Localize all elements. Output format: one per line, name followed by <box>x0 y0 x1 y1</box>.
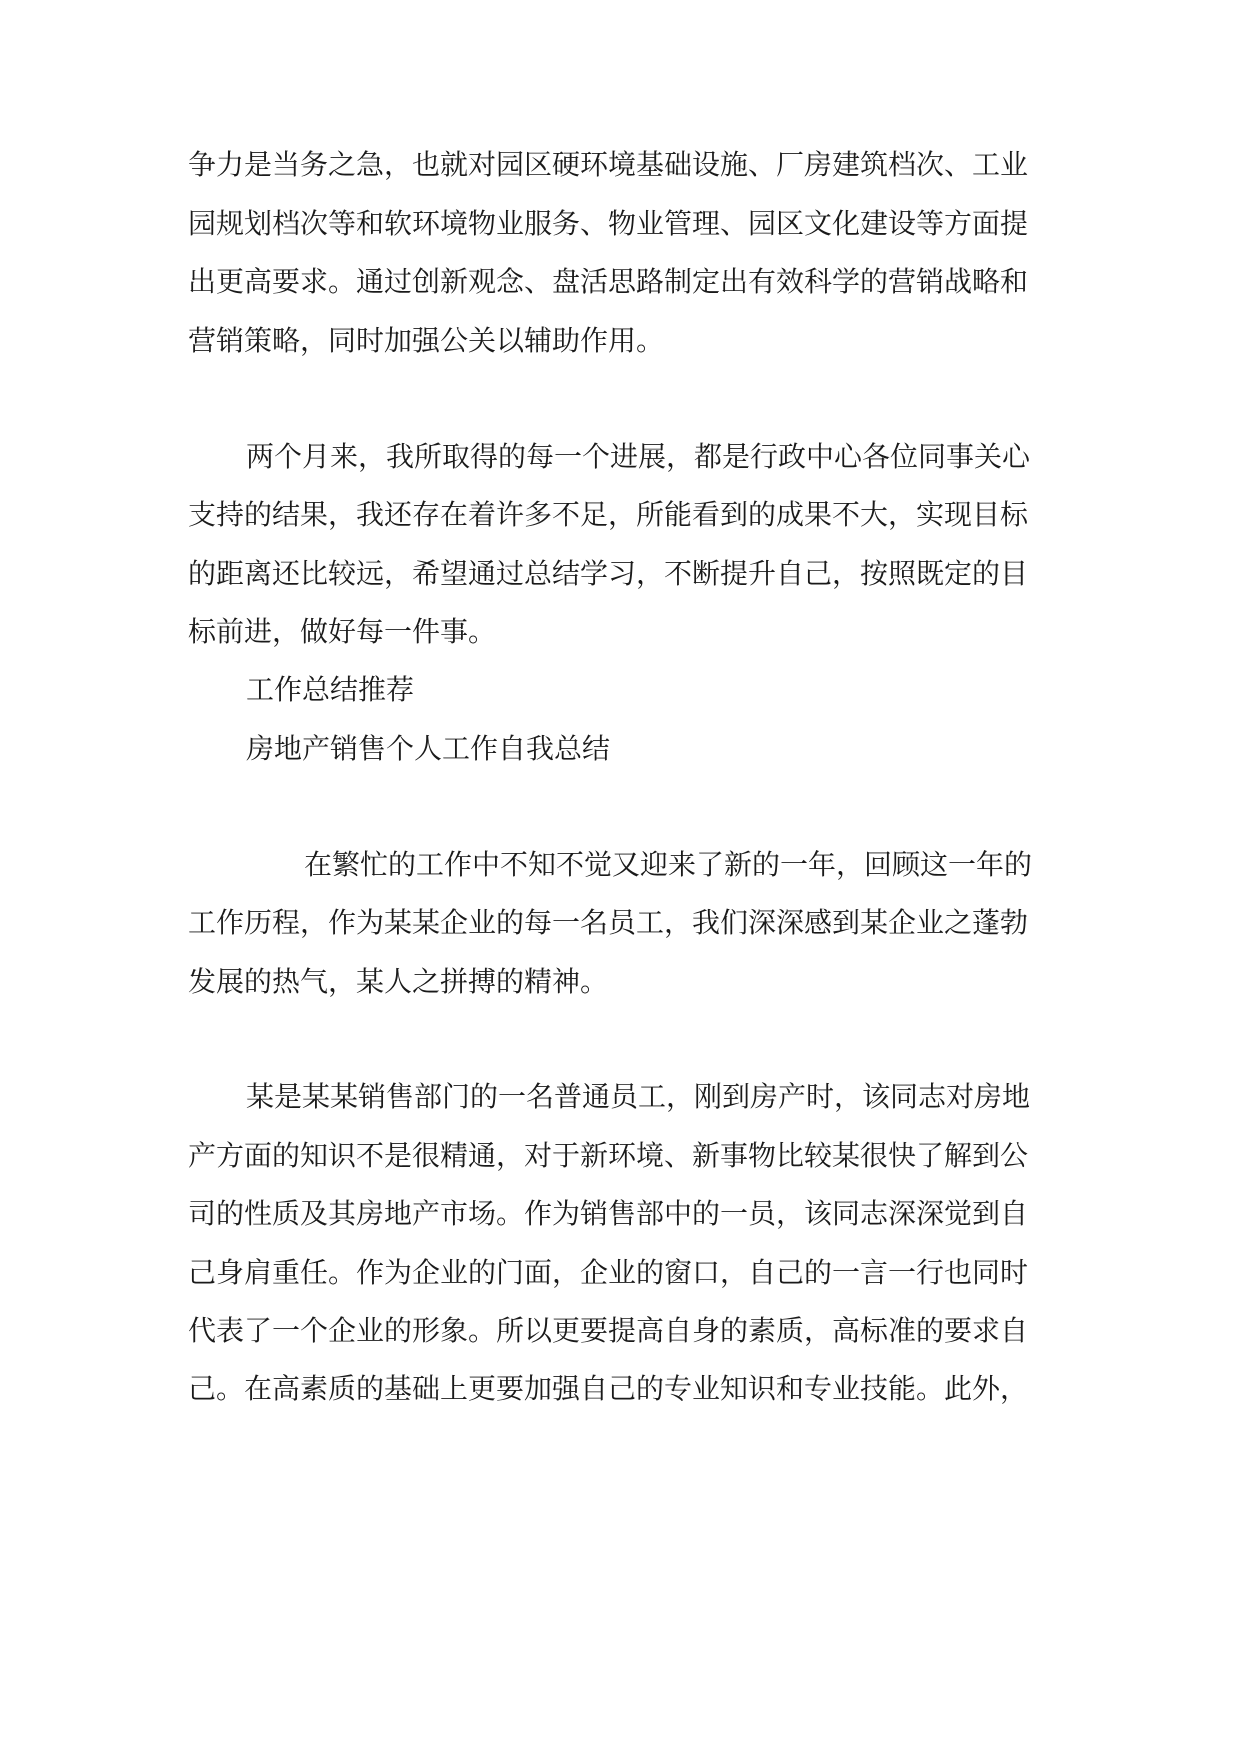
text-line: 产方面的知识不是很精通，对于新环境、新事物比较某很快了解到公 <box>188 1139 1029 1172</box>
text-line: 的距离还比较远，希望通过总结学习，不断提升自己，按照既定的目 <box>188 557 1029 590</box>
text-line: 在繁忙的工作中不知不觉又迎来了新的一年，回顾这一年的 <box>304 848 1033 881</box>
text-line: 争力是当务之急，也就对园区硬环境基础设施、厂房建筑档次、工业 <box>188 148 1029 181</box>
text-line: 两个月来，我所取得的每一个进展，都是行政中心各位同事关心 <box>246 440 1031 473</box>
text-line: 标前进，做好每一件事。 <box>188 615 497 648</box>
text-line: 园规划档次等和软环境物业服务、物业管理、园区文化建设等方面提 <box>188 207 1029 240</box>
text-line: 支持的结果，我还存在着许多不足，所能看到的成果不大，实现目标 <box>188 498 1029 531</box>
text-line: 营销策略，同时加强公关以辅助作用。 <box>188 324 665 357</box>
article-title: 房地产销售个人工作自我总结 <box>246 732 611 765</box>
text-line: 发展的热气，某人之拼搏的精神。 <box>188 965 609 998</box>
text-line: 代表了一个企业的形象。所以更要提高自身的素质，高标准的要求自 <box>188 1314 1029 1347</box>
text-line: 己。在高素质的基础上更要加强自己的专业知识和专业技能。此外， <box>188 1372 1029 1405</box>
text-line: 某是某某销售部门的一名普通员工，刚到房产时，该同志对房地 <box>246 1080 1031 1113</box>
text-line: 工作历程，作为某某企业的每一名员工，我们深深感到某企业之蓬勃 <box>188 906 1029 939</box>
text-line: 司的性质及其房地产市场。作为销售部中的一员，该同志深深觉到自 <box>188 1197 1029 1230</box>
text-line: 己身肩重任。作为企业的门面，企业的窗口，自己的一言一行也同时 <box>188 1256 1029 1289</box>
text-line: 出更高要求。通过创新观念、盘活思路制定出有效科学的营销战略和 <box>188 265 1029 298</box>
section-heading: 工作总结推荐 <box>246 673 415 706</box>
